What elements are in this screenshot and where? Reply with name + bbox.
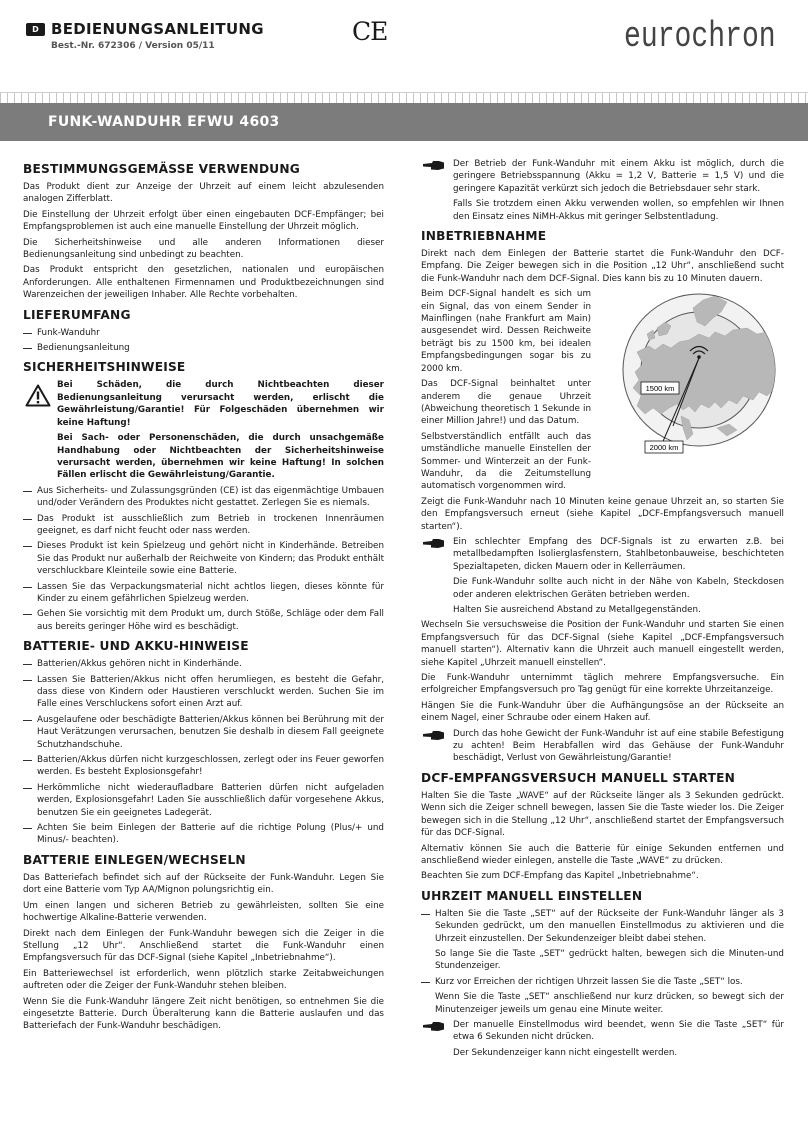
label-2000-km: 2000 km: [649, 443, 679, 453]
warning-block: [23, 379, 384, 481]
dcf-range-map: [597, 288, 787, 481]
heading-sicherheitshinweise: SICHERHEITSHINWEISE: [23, 360, 186, 375]
note-einstellmodus: [421, 1019, 784, 1059]
list-item: Funk-Wanduhr: [23, 327, 384, 339]
note-empfang: [421, 536, 784, 616]
list-item-text: So lange Sie die Taste „SET“ gedrückt halten, bewegen sich die Minuten-und Stundenzeiger.: [435, 948, 784, 972]
right-column: [421, 158, 784, 1062]
paragraph: Die Sicherheitshinweise und alle anderen Informationen dieser Bedienungsanleitung sind unbedingt zu beachten.: [23, 237, 384, 261]
list-item: Achten Sie beim Einlegen der Batterie auf die richtige Polung (Plus/+ und Minus/- beachten).: [23, 822, 384, 847]
ce-mark: CE: [352, 17, 388, 46]
paragraph: Hängen Sie die Funk-Wanduhr über die Aufhängungsöse an der Rückseite an einem Nagel, einer Schraube oder einem Haken auf.: [421, 700, 784, 724]
list-item: Dieses Produkt ist kein Spielzeug und gehört nicht in Kinderhände. Betreiben Sie das Produkt nur außerhalb der Reichweite von Kindern; das Produkt enthält verschluckbare Kleinteile sowie eine Batterie.: [23, 540, 384, 577]
list-item: Herkömmliche nicht wiederaufladbare Batterien dürfen nicht aufgeladen werden, Explosionsgefahr! Laden Sie ausschließlich dafür vorgesehene Akkus, benutzen Sie ein geeignetes Ladegerät.: [23, 782, 384, 819]
paragraph: Um einen langen und sicheren Betrieb zu gewährleisten, sollten Sie eine hochwertige Alkaline-Batterie verwenden.: [23, 900, 384, 924]
paragraph: Das Batteriefach befindet sich auf der Rückseite der Funk-Wanduhr. Legen Sie dort eine Batterie vom Typ AA/Mignon polungsrichtig ein.: [23, 872, 384, 896]
paragraph: Zeigt die Funk-Wanduhr nach 10 Minuten keine genaue Uhrzeit an, so starten Sie den Empfangsversuch erneut (siehe Kapitel „DCF-Empfangsversuch manuell starten“).: [421, 496, 784, 532]
pointing-hand-icon: [423, 1021, 445, 1032]
label-1500-km: 1500 km: [645, 384, 675, 394]
paragraph: Das Produkt entspricht den gesetzlichen, nationalen und europäischen Anforderungen. Alle enthaltenen Firmennamen und Produktbezeichnungen sind Warenzeichen der jeweiligen Inhaber. Alle Rechte vorbehalten.: [23, 265, 384, 301]
list-item: Ausgelaufene oder beschädigte Batterien/Akkus können bei Berührung mit der Haut Verätzungen verursachen, benutzen Sie deshalb in diesem Fall geeignete Schutzhandschuhe.: [23, 714, 384, 751]
left-column: [23, 158, 384, 1036]
product-title: FUNK-WANDUHR EFWU 4603: [48, 114, 280, 130]
decorative-ruler: [0, 92, 808, 103]
note-text: Die Funk-Wanduhr sollte auch nicht in der Nähe von Kabeln, Steckdosen oder anderen elektrischen Geräten betrieben werden.: [453, 577, 784, 600]
list-item: [421, 908, 784, 973]
pointing-hand-icon: [423, 730, 445, 741]
note-text: Der Sekundenzeiger kann nicht eingestellt werden.: [453, 1047, 678, 1058]
heading-uhrzeit-manuell: UHRZEIT MANUELL EINSTELLEN: [421, 888, 643, 903]
list-item: Lassen Sie Batterien/Akkus nicht offen herumliegen, es besteht die Gefahr, dass diese von Kindern oder Haustieren verschluckt werden. Suchen Sie im Falle eines Verschluckens sofort einen Arzt auf.: [23, 674, 384, 711]
paragraph: Die Funk-Wanduhr unternimmt täglich mehrere Empfangsversuche. Ein erfolgreicher Empfangsversuch pro Tag genügt für eine korrekte Uhrzeitanzeige.: [421, 673, 784, 696]
product-title-band: [0, 103, 808, 141]
paragraph: Ein Batteriewechsel ist erforderlich, wenn plötzlich starke Zeitabweichungen auftreten oder die Zeiger der Funk-Wanduhr stehen bleiben.: [23, 968, 384, 992]
heading-lieferumfang: LIEFERUMFANG: [23, 307, 131, 322]
paragraph: Halten Sie die Taste „WAVE“ auf der Rückseite länger als 3 Sekunden gedrückt. Wenn sich die Zeiger schnell bewegen, lassen Sie die Taste wieder los. Die Zeiger bewegen sich in die Stellung „12 Uhr“, anschließend startet der Empfangsversuch für das DCF-Signal.: [421, 790, 784, 839]
list-item: Aus Sicherheits- und Zulassungsgründen (CE) ist das eigenmächtige Umbauen und/oder Verändern des Produktes nicht gestattet. Zerlegen Sie es niemals.: [23, 485, 384, 510]
paragraph: Die Einstellung der Uhrzeit erfolgt über einen eingebauten DCF-Empfänger; bei Empfangsproblemen ist auch eine manuelle Einstellung der Uhrzeit möglich.: [23, 209, 384, 233]
list-item-text: Wenn Sie die Taste „SET“ anschließend nur kurz drücken, so bewegt sich der Minutenzeiger jeweils um genau eine Minute weiter.: [435, 992, 784, 1015]
list-item: Gehen Sie vorsichtig mit dem Produkt um, durch Stöße, Schläge oder dem Fall aus bereits geringer Höhe wird es beschädigt.: [23, 608, 384, 633]
warning-triangle-icon: [25, 384, 51, 407]
paragraph: Wechseln Sie versuchsweise die Position der Funk-Wanduhr und starten Sie einen Empfangsversuch für das DCF-Signal (siehe Kapitel „DCF-Empfangsversuch manuell starten“). Alternativ kann die Uhrzeit auch manuell eingestellt werden, siehe Kapitel „Uhrzeit manuell einstellen“.: [421, 620, 784, 668]
pointing-hand-icon: [423, 538, 445, 549]
note-akku: [421, 158, 784, 223]
list-item: Lassen Sie das Verpackungsmaterial nicht achtlos liegen, dieses könnte für Kinder zu einem gefährlichen Spielzeug werden.: [23, 581, 384, 606]
paragraph: Alternativ können Sie auch die Batterie für einige Sekunden entfernen und anschließend wieder einlegen, anstelle die Taste „WAVE“ zu drücken.: [421, 843, 784, 866]
paragraph: Wenn Sie die Funk-Wanduhr längere Zeit nicht benötigen, so entnehmen Sie die eingesetzte Batterie. Durch Überalterung kann die Batterie auslaufen und das Batteriefach der Funk-Wanduhr beschädigen.: [23, 996, 384, 1032]
brand-logo: eurochron: [624, 16, 776, 57]
list-item: Batterien/Akkus dürfen nicht kurzgeschlossen, zerlegt oder ins Feuer geworfen werden. Es besteht Explosionsgefahr!: [23, 754, 384, 779]
list-item: Batterien/Akkus gehören nicht in Kinderhände.: [23, 658, 384, 670]
warning-text: Bei Sach- oder Personenschäden, die durch unsachgemäße Handhabung oder Nichtbeachten der Sicherheitshinweise verursacht werden, übernehmen wir keine Haftung! In solchen Fällen erlischt die Gewährleistung/Garantie.: [57, 433, 384, 481]
list-item: Das Produkt ist ausschließlich zum Betrieb in trockenen Innenräumen geeignet, es darf nicht feucht oder nass werden.: [23, 513, 384, 538]
note-text: Durch das hohe Gewicht der Funk-Wanduhr ist auf eine stabile Befestigung zu achten! Beim Herabfallen wird das Gehäuse der Funk-Wanduhr beschädigt, Verlust von Gewährleistung/Garantie!: [453, 728, 784, 764]
paragraph: Direkt nach dem Einlegen der Funk-Wanduhr bewegen sich die Zeiger in die Stellung „12 Uhr“. Anschließend startet die Funk-Wanduhr einen Empfangsversuch für das DCF-Signal (siehe Kapitel „Inbetriebnahme“).: [23, 928, 384, 964]
pointing-hand-icon: [423, 160, 445, 171]
document-type-title: BEDIENUNGSANLEITUNG: [51, 20, 264, 38]
dcf-figure-block: [421, 288, 784, 493]
list-item-text: Halten Sie die Taste „SET“ auf der Rückseite der Funk-Wanduhr länger als 3 Sekunden gedrückt, um den manuellen Einstellmodus zu aktivieren und die Uhrzeit einzustellen. Der Sekundenzeiger bleibt dabei stehen.: [435, 908, 784, 944]
note-gewicht: [421, 728, 784, 765]
list-item: Bedienungsanleitung: [23, 342, 384, 354]
order-number: Best.-Nr. 672306 / Version 05/11: [51, 41, 215, 51]
language-badge: D: [26, 23, 45, 36]
paragraph: Das Produkt dient zur Anzeige der Uhrzeit auf einem leicht abzulesenden analogen Zifferblatt.: [23, 182, 384, 205]
paragraph: Beachten Sie zum DCF-Empfang das Kapitel „Inbetriebnahme“.: [421, 871, 699, 882]
heading-inbetriebnahme: INBETRIEBNAHME: [421, 229, 547, 244]
paragraph: Beim DCF-Signal handelt es sich um ein Signal, das von einem Sender in Mainflingen (nahe Frankfurt am Main) ausgesendet wird. Dessen Reichweite beträgt bis zu 1500 km, bei idealen Empfangsbedingungen sogar bis zu 2000 km.: [421, 289, 591, 374]
note-text: Ein schlechter Empfang des DCF-Signals ist zu erwarten z.B. bei metallbedampften Isolierglasfenstern, Stahlbetonbauweise, beschichteten Spezialtapeten, dicken Mauern oder in Kellerräumen.: [453, 536, 784, 572]
paragraph: Direkt nach dem Einlegen der Batterie startet die Funk-Wanduhr den DCF-Empfang. Die Zeiger bewegen sich in die Position „12 Uhr“, anschließend sucht die Funk-Wanduhr nach dem DCF-Signal. Dies kann bis zu 10 Minuten dauern.: [421, 249, 784, 284]
paragraph: Das DCF-Signal beinhaltet unter anderem die genaue Uhrzeit (Abweichung theoretisch 1 Sekunde in einer Million Jahre!) und das Datum.: [421, 379, 591, 427]
note-text: Falls Sie trotzdem einen Akku verwenden wollen, so empfehlen wir Ihnen den Einsatz eines NiMH-Akkus mit geringer Selbstentladung.: [453, 199, 784, 222]
warning-text: Bei Schäden, die durch Nichtbeachten dieser Bedienungsanleitung verursacht werden, erlischt die Gewährleistung/Garantie! Für Folgeschäden übernehmen wir keine Haftung!: [57, 380, 384, 428]
heading-batterie-akku-hinweise: BATTERIE- UND AKKU-HINWEISE: [23, 639, 249, 654]
heading-dcf-empfangsversuch: DCF-EMPFANGSVERSUCH MANUELL STARTEN: [421, 770, 736, 785]
note-text: Halten Sie ausreichend Abstand zu Metallgegenständen.: [453, 605, 701, 615]
heading-bestimmungsgemaesse-verwendung: BESTIMMUNGSGEMÄSSE VERWENDUNG: [23, 162, 300, 176]
paragraph: Selbstverständlich entfällt auch das umständliche manuelle Einstellen der Sommer- und Winterzeit an der Funk-Wanduhr, da die Zeitumstellung automatisch vorgenommen wird.: [421, 431, 591, 492]
note-text: Der manuelle Einstellmodus wird beendet, wenn Sie die Taste „SET“ für etwa 6 Sekunden nicht drücken.: [453, 1019, 784, 1043]
list-item-text: Kurz vor Erreichen der richtigen Uhrzeit lassen Sie die Taste „SET“ los.: [435, 976, 743, 987]
list-item: [421, 976, 784, 1016]
note-text: Der Betrieb der Funk-Wanduhr mit einem Akku ist möglich, durch die geringere Betriebsspannung (Akku = 1,2 V, Batterie = 1,5 V) und die geringere Kapazität verkürzt sich jedoch die Betriebsdauer sehr stark.: [453, 159, 784, 194]
heading-batterie-einlegen: BATTERIE EINLEGEN/WECHSELN: [23, 852, 246, 867]
